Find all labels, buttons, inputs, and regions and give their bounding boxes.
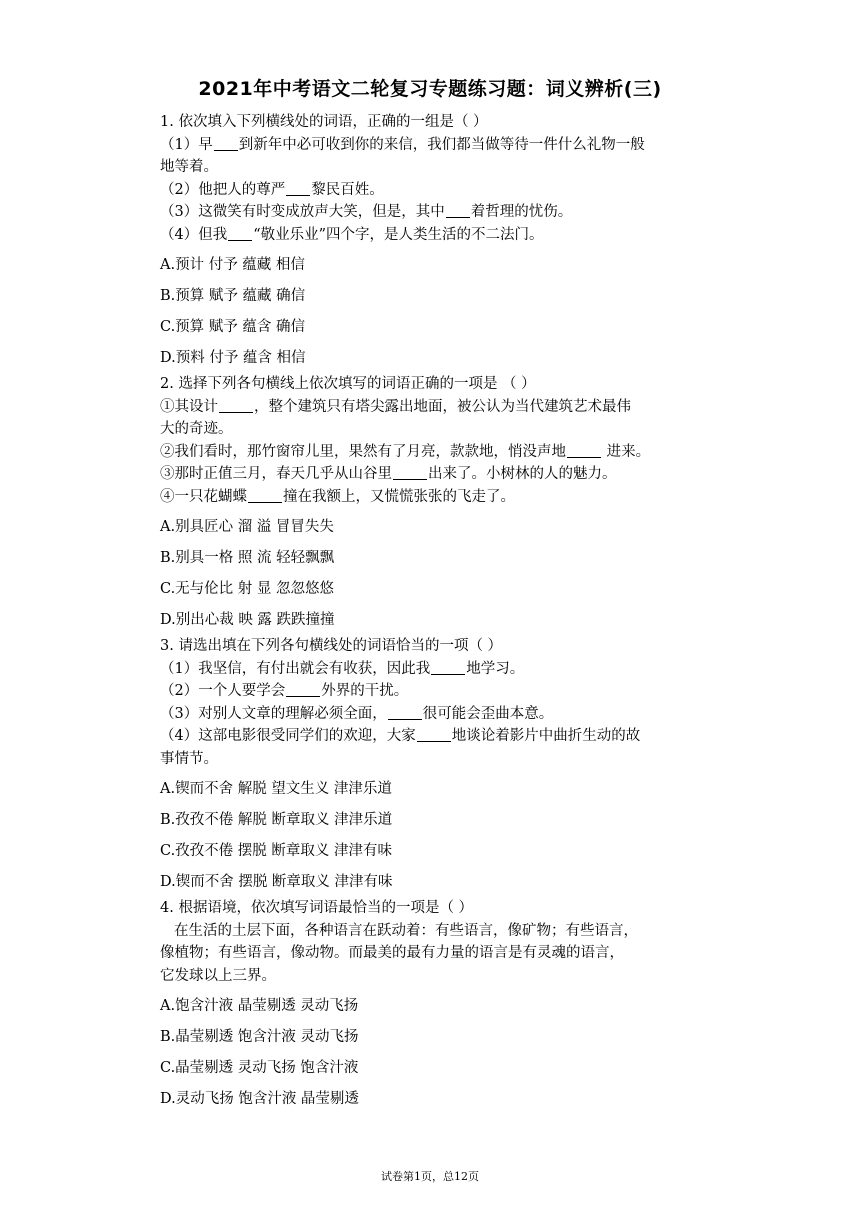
blank <box>417 727 451 742</box>
sentence-2: （2）一个人要学会 外界的干扰。 <box>160 683 409 699</box>
option-b: B.孜孜不倦 解脱 断章取义 津津乐道 <box>160 812 393 828</box>
sentence-1-cont: 大的奇迹。 <box>160 421 233 437</box>
sentence-4: （4）这部电影很受同学们的欢迎，大家 地谈论着影片中曲折生动的故 <box>160 728 641 744</box>
sentence-2: （2）他把人的尊严 黎民百姓。 <box>160 181 384 198</box>
sentence-1: （1）我坚信，有付出就会有收获，因此我 地学习。 <box>160 660 525 677</box>
blank <box>388 705 422 720</box>
option-a: A.别具匠心 溜 溢 冒冒失失 <box>160 519 334 535</box>
question-1 <box>160 111 740 369</box>
option-a: A.锲而不舍 解脱 望文生义 津津乐道 <box>160 781 392 797</box>
question-stem: 4. 根据语境，依次填写词语最恰当的一项是（ ） <box>160 900 474 916</box>
option-b: B.预算 赋予 蕴藏 确信 <box>160 288 306 304</box>
blank <box>248 488 282 503</box>
blank <box>214 136 238 151</box>
blank <box>286 682 320 697</box>
question-4 <box>160 897 740 1110</box>
sentence-4: （4）但我 “敬业乐业”四个字，是人类生活的不二法门。 <box>160 226 544 243</box>
blank <box>567 443 601 458</box>
option-d: D.预料 付予 蕴含 相信 <box>160 350 306 366</box>
blank <box>219 398 253 413</box>
passage-line-2: 像植物；有些语言，像动物。而最美的最有力量的语言是有灵魂的语言， <box>160 945 624 961</box>
sentence-2: ②我们看时，那竹窗帘儿里，果然有了月亮，款款地，悄没声地 进来。 <box>160 443 651 460</box>
blank <box>446 203 470 218</box>
blank <box>393 465 427 480</box>
sentence-4-cont: 事情节。 <box>160 750 218 767</box>
sentence-4: ④一只花蝴蝶 撞在我额上，又慌慌张张的飞走了。 <box>160 488 515 505</box>
option-a: A.饱含汁液 晶莹剔透 灵动飞扬 <box>160 998 359 1014</box>
option-d: D.别出心裁 映 露 跌跌撞撞 <box>160 612 335 628</box>
option-d: D.灵动飞扬 饱含汁液 晶莹剔透 <box>160 1091 359 1107</box>
option-c: C.预算 赋予 蕴含 确信 <box>160 319 306 335</box>
question-stem: 3. 请选出填在下列各句横线处的词语恰当的一项（ ） <box>160 638 503 654</box>
sentence-1: ①其设计 ，整个建筑只有塔尖露出地面，被公认为当代建筑艺术最伟 <box>160 398 631 415</box>
passage-line-1: 在生活的土层下面，各种语言在跃动着：有些语言，像矿物；有些语言， <box>174 922 638 939</box>
blank <box>286 181 310 196</box>
sentence-3: （3）这微笑有时变成放声大笑，但是，其中 着哲理的忧伤。 <box>160 204 573 220</box>
question-stem: 1. 依次填入下列横线处的词语，正确的一组是（ ） <box>160 114 488 130</box>
question-3 <box>160 635 740 893</box>
sentence-3: （3）对别人文章的理解必须全面， 很可能会歪曲本意。 <box>160 705 554 722</box>
page-footer: 试卷第1页，总12页 <box>381 1170 479 1183</box>
option-c: C.无与伦比 射 显 忽忽悠悠 <box>160 581 335 597</box>
question-stem: 2. 选择下列各句横线上依次填写的词语正确的一项是 （ ） <box>160 376 536 392</box>
question-2 <box>160 373 740 631</box>
option-b: B.晶莹剔透 饱含汁液 灵动飞扬 <box>160 1029 359 1045</box>
option-d: D.锲而不舍 摆脱 断章取义 津津有味 <box>160 874 393 890</box>
option-c: C.晶莹剔透 灵动飞扬 饱含汁液 <box>160 1060 359 1076</box>
sentence-1-cont: 地等着。 <box>160 159 218 175</box>
sentence-1: （1）早 到新年中必可收到你的来信，我们都当做等待一件什么礼物一般 <box>160 136 645 153</box>
option-a: A.预计 付予 蕴藏 相信 <box>160 257 305 273</box>
sentence-3: ③那时正值三月，春天几乎从山谷里 出来了。小树林的人的魅力。 <box>160 466 617 482</box>
questions <box>160 111 740 1119</box>
passage-line-3: 它发球以上三界。 <box>160 967 276 984</box>
blank <box>228 226 252 241</box>
page-title: 2021年中考语文二轮复习专题练习题：词义辨析(三) <box>198 78 662 100</box>
option-b: B.别具一格 照 流 轻轻飘飘 <box>160 550 335 566</box>
blank <box>431 660 465 675</box>
option-c: C.孜孜不倦 摆脱 断章取义 津津有味 <box>160 843 393 859</box>
